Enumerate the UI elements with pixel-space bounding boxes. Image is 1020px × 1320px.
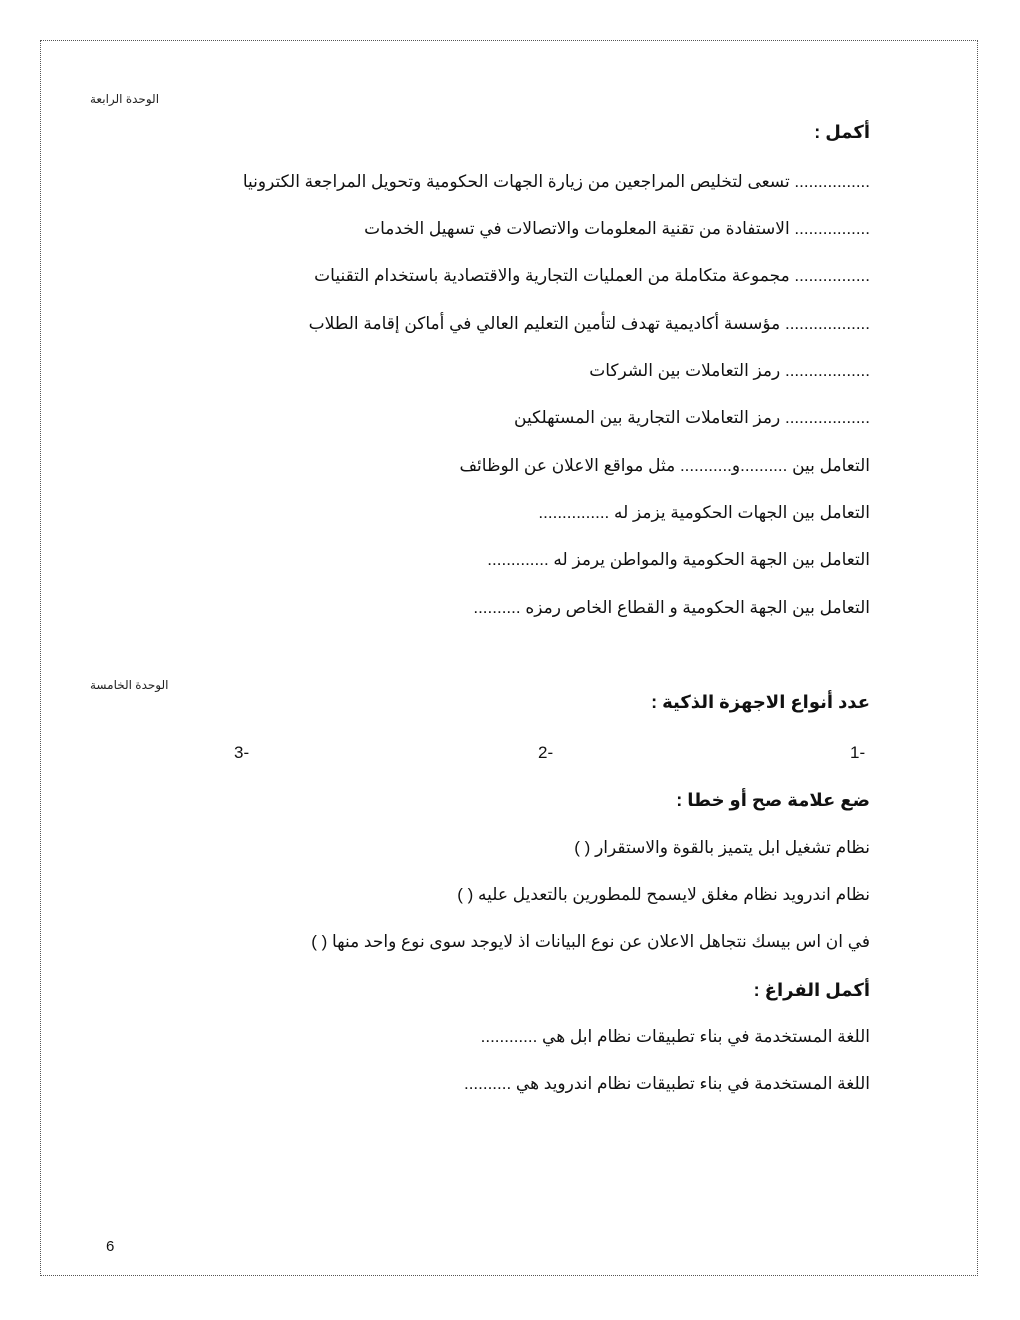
unit4-item-7: التعامل بين ..........و........... مثل مواقع الاعلان عن الوظائف [459, 456, 870, 475]
true-false-item-1: نظام تشغيل ابل يتميز بالقوة والاستقرار ( ) [574, 838, 870, 857]
unit4-item-3: ................ مجموعة متكاملة من العمليات التجارية والاقتصادية باستخدام التقنيات [314, 266, 870, 285]
unit4-item-8: التعامل بين الجهات الحكومية يزمز له ............... [538, 503, 870, 522]
true-false-item-3: في ان اس بيسك نتجاهل الاعلان عن نوع البيانات اذ لايوجد سوى نوع واحد منها ( ) [311, 932, 870, 951]
unit5-label: الوحدة الخامسة [90, 678, 169, 692]
unit4-item-5: .................. رمز التعاملات بين الشركات [589, 361, 870, 380]
fill-blank-item-2: اللغة المستخدمة في بناء تطبيقات نظام اندرويد هي .......... [463, 1074, 870, 1093]
true-false-heading: ضع علامة صح أو خطا : [676, 790, 870, 810]
true-false-item-2: نظام اندرويد نظام مغلق لايسمح للمطورين بالتعديل عليه ( ) [457, 885, 870, 904]
fill-blank-heading: أكمل الفراغ : [753, 980, 870, 1000]
page-number: 6 [106, 1238, 115, 1255]
number-1: 1- [850, 743, 866, 762]
unit4-heading: أكمل : [814, 122, 870, 142]
number-2: 2- [538, 743, 554, 762]
unit4-item-6: .................. رمز التعاملات التجارية بين المستهلكين [514, 408, 870, 427]
unit4-item-9: التعامل بين الجهة الحكومية والمواطن يرمز له ............. [487, 550, 870, 569]
unit4-item-10: التعامل بين الجهة الحكومية و القطاع الخاص رمزه .......... [473, 598, 870, 617]
unit5-heading: عدد أنواع الاجهزة الذكية : [651, 692, 870, 712]
fill-blank-item-1: اللغة المستخدمة في بناء تطبيقات نظام ابل هي ............ [480, 1027, 870, 1046]
unit4-label: الوحدة الرابعة [90, 92, 160, 106]
number-3: 3- [234, 743, 250, 762]
unit4-item-4: .................. مؤسسة أكاديمية تهدف لتأمين التعليم العالي في أماكن إقامة الطلاب [308, 314, 870, 333]
unit4-item-2: ................ الاستفادة من تقنية المعلومات والاتصالات في تسهيل الخدمات [364, 219, 870, 238]
unit4-item-1: ................ تسعى لتخليص المراجعين من زيارة الجهات الحكومية وتحويل المراجعة الكترونيا [242, 172, 870, 191]
